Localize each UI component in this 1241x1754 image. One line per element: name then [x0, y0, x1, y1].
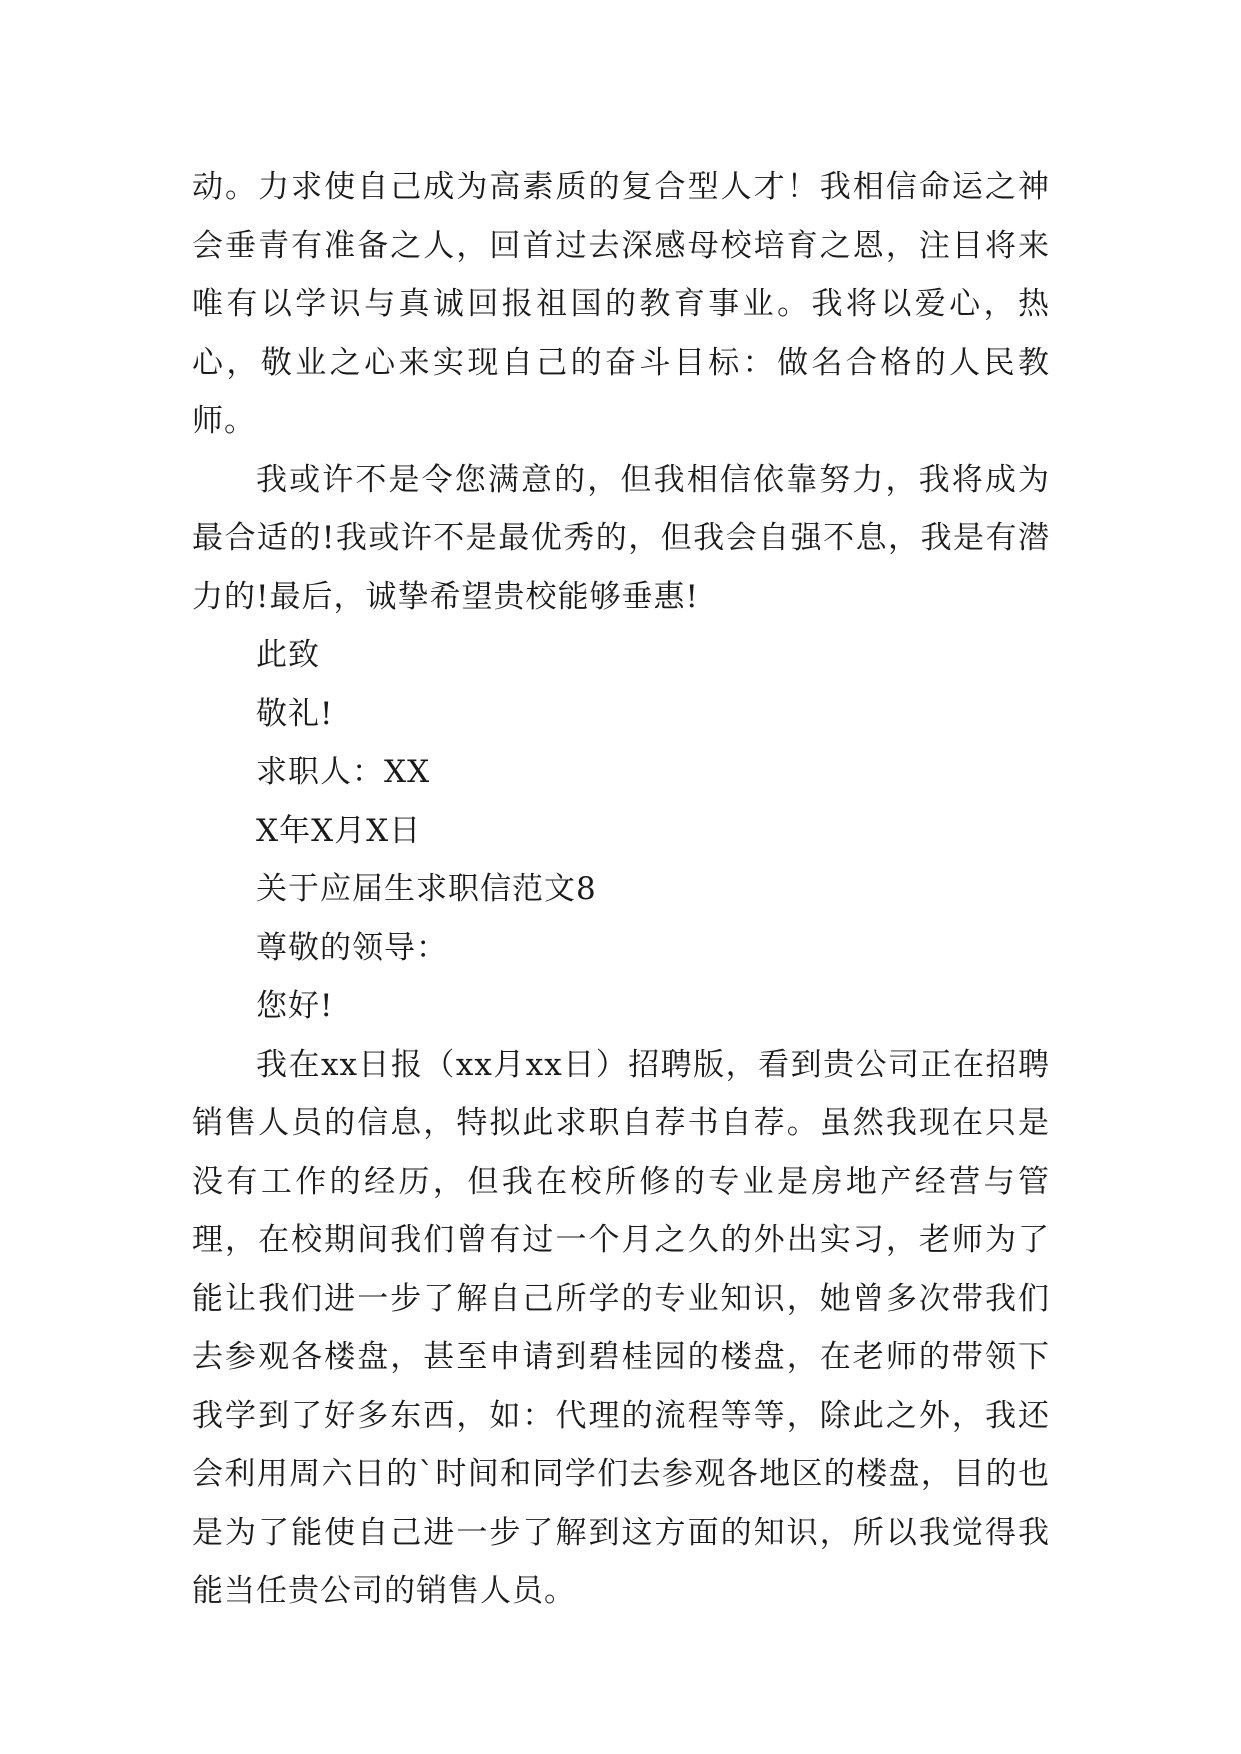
document-body	[192, 158, 1050, 1621]
closing-line-2: 敬礼!	[256, 695, 334, 732]
greeting: 您好!	[256, 988, 334, 1024]
signer-line: 求职人：XX	[256, 754, 431, 790]
section-title: 关于应届生求职信范文8	[256, 871, 597, 907]
paragraph-effort: 我或许不是令您满意的，但我相信依靠努力，我将成为最合适的!我或许不是最优秀的，但我会自强不息，我是有潜力的!最后，诚挚希望贵校能够垂惠!	[192, 461, 1050, 615]
date-line: X年X月X日	[256, 812, 422, 849]
salutation: 尊敬的领导：	[256, 929, 448, 966]
paragraph-application: 我在xx日报（xx月xx日）招聘版，看到贵公司正在招聘销售人员的信息，特拟此求职自荐书自荐。虽然我现在只是没有工作的经历，但我在校所修的专业是房地产经营与管理，在校期间我们曾有过一个月之久的外出实习，老师为了能让我们进一步了解自己所学的专业知识，她曾多次带我们去参观各楼盘，甚至申请到碧桂园的楼盘，在老师的带领下我学到了好多东西，如：代理的流程等等，除此之外，我还会利用周六日的`时间和同学们去参观各地区的楼盘，目的也是为了能使自己进一步了解到这方面的知识，所以我觉得我能当任贵公司的销售人员。	[192, 1046, 1050, 1609]
closing-line-1: 此致	[256, 637, 320, 673]
paragraph-ambition: 动。力求使自己成为高素质的复合型人才！我相信命运之神会垂青有准备之人，回首过去深感母校培育之恩，注目将来唯有以学识与真诚回报祖国的教育事业。我将以爱心，热心，敬业之心来实现自己的奋斗目标：做名合格的人民教师。	[192, 169, 1050, 439]
